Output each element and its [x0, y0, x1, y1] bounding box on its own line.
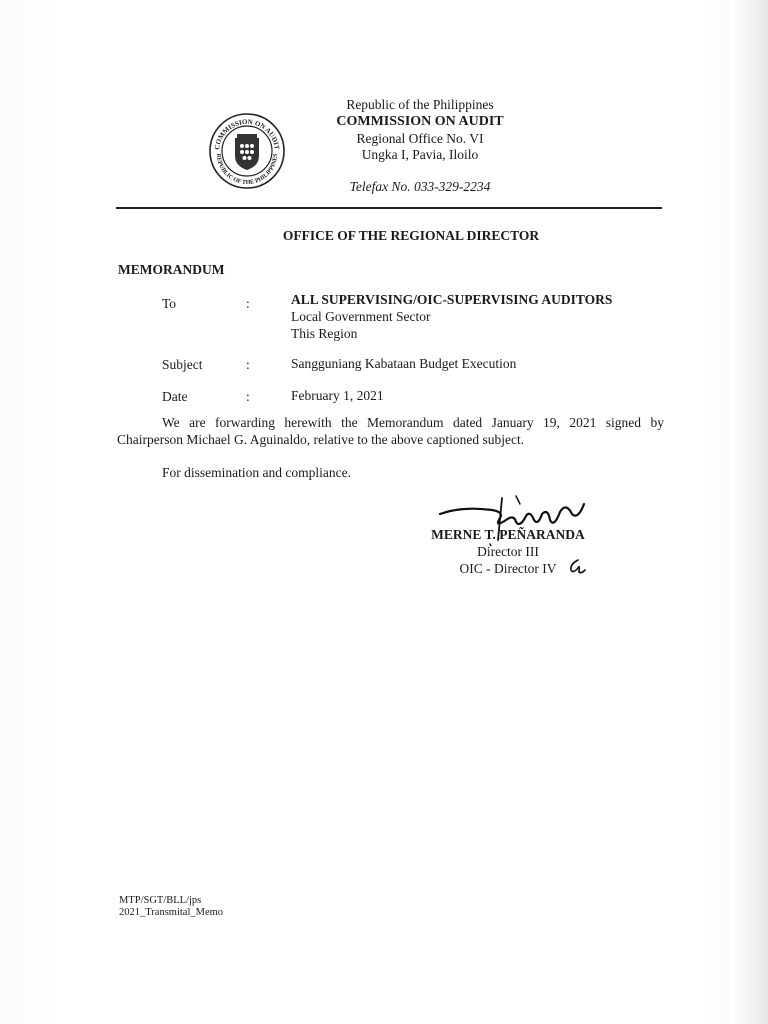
handwritten-initial — [566, 558, 586, 576]
signatory-oic-position: OIC - Director IV — [459, 561, 557, 576]
to-label: To — [162, 296, 177, 311]
page-edge-shadow — [730, 0, 768, 1024]
subject-colon: : — [246, 357, 250, 372]
letterhead-telefax: Telefax No. 033-329-2234 — [349, 179, 491, 194]
to-colon: : — [246, 296, 250, 311]
to-recipient: ALL SUPERVISING/OIC-SUPERVISING AUDITORS — [291, 292, 613, 307]
reference-initials: MTP/SGT/BLL/jps — [119, 895, 202, 906]
to-sector: Local Government Sector — [291, 309, 431, 324]
reference-filename: 2021_Transmital_Memo — [119, 907, 224, 918]
letterhead-country: Republic of the Philippines — [346, 97, 494, 112]
body-paragraph-forwarding: We are forwarding herewith the Memorandum dated January 19, 2021 signed by Chairperson Michael G. Aguinaldo, relative to the above captioned subject. — [117, 415, 664, 447]
date-value: February 1, 2021 — [291, 388, 384, 403]
memo-heading: MEMORANDUM — [118, 262, 225, 277]
svg-text:COMMISSION ON AUDIT: COMMISSION ON AUDIT — [213, 117, 281, 151]
to-region: This Region — [291, 326, 358, 341]
letterhead-agency: COMMISSION ON AUDIT — [336, 114, 504, 129]
letterhead-office: Regional Office No. VI — [356, 131, 484, 146]
coa-seal-icon — [207, 112, 287, 190]
subject-label: Subject — [162, 357, 203, 372]
subject-value: Sangguniang Kabataan Budget Execution — [291, 356, 517, 371]
date-colon: : — [246, 389, 250, 404]
date-label: Date — [162, 389, 188, 404]
letterhead-address: Ungka I, Pavia, Iloilo — [361, 147, 479, 162]
signatory-position: Director III — [477, 544, 539, 559]
letterhead-divider — [116, 207, 662, 209]
signatory-name: MERNE T. PEÑARANDA — [431, 527, 585, 542]
body-paragraph-compliance: For dissemination and compliance. — [162, 465, 351, 480]
office-title: OFFICE OF THE REGIONAL DIRECTOR — [282, 228, 540, 243]
svg-text:REPUBLIC OF THE PHILIPPINES: REPUBLIC OF THE PHILIPPINES — [214, 153, 280, 187]
